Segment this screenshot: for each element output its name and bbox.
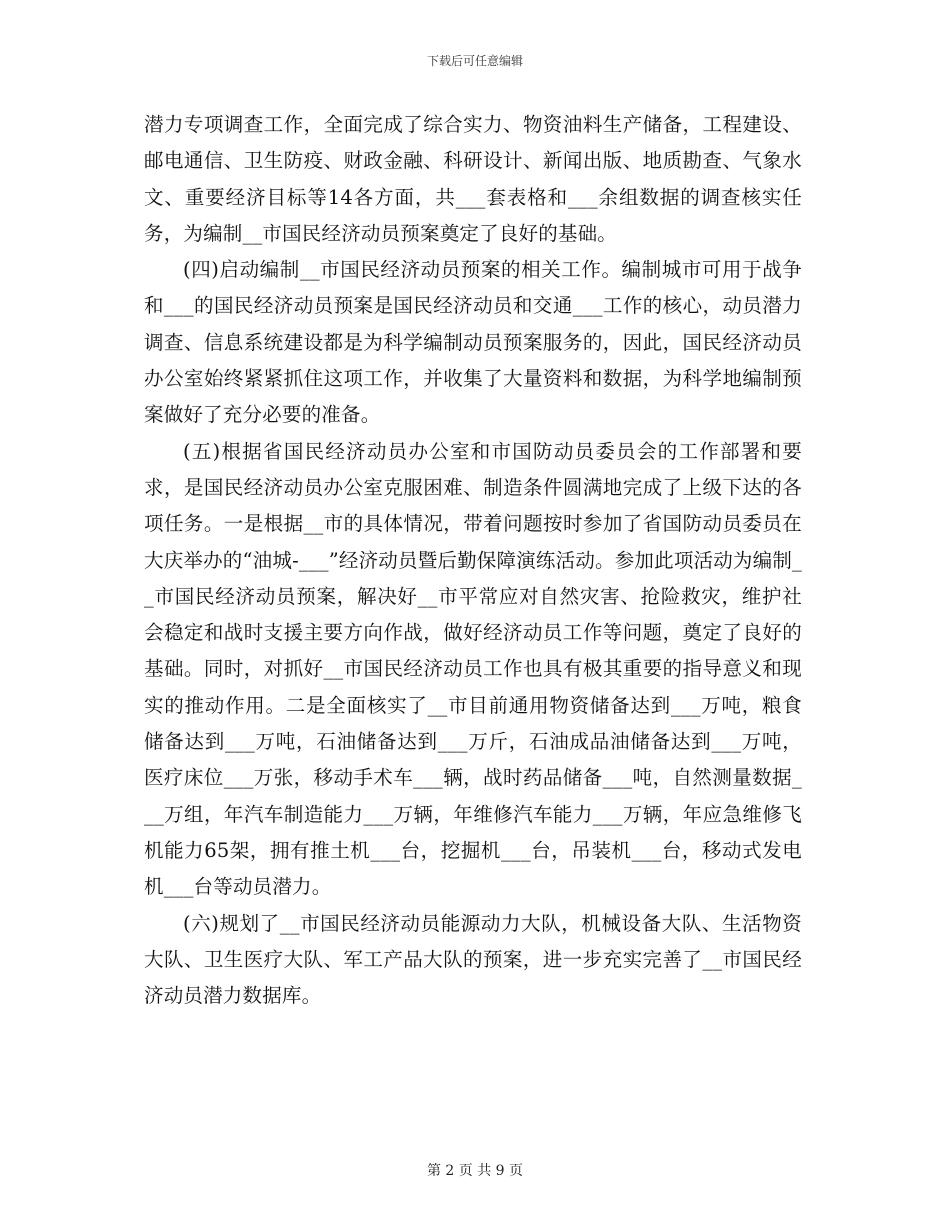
paragraph-1: 潜力专项调查工作，全面完成了综合实力、物资油料生产储备，工程建设、邮电通信、卫生防疫、财政金融、科研设计、新闻出版、地质勘查、气象水文、重要经济目标等14各方面，共___套表格和___余组数据的调查核实任务，为编制__市国民经济动员预案奠定了良好的基础。 [144, 113, 802, 245]
paragraph-3: (五)根据省国民经济动员办公室和市国防动员委员会的工作部署和要求，是国民经济动员办公室克服困难、制造条件圆满地完成了上级下达的各项任务。一是根据__市的具体情况，带着问题按时参加了省国防动员委员在大庆举办的“油城-___”经济动员暨后勤保障演练活动。参加此项活动为编制__市国民经济动员预案，解决好__市平常应对自然灾害、抢险救灾，维护社会稳定和战时支援主要方向作战，做好经济动员工作等问题，奠定了良好的基础。同时，对抓好__市国民经济动员工作也具有极其重要的指导意义和现实的推动作用。二是全面核实了__市目前通用物资储备达到___万吨，粮食储备达到___万吨，石油储备达到___万斤，石油成品油储备达到___万吨，医疗床位___万张，移动手术车___辆，战时药品储备___吨，自然测量数据___万组，年汽车制造能力___万辆，年维修汽车能力___万辆，年应急维修飞机能力65架，拥有推土机___台，挖掘机___台，吊装机___台，移动式发电机___台等动员潜力。 [144, 439, 802, 899]
page-header: 下载后可任意编辑 [426, 54, 523, 68]
paragraph-4: (六)规划了__市国民经济动员能源动力大队，机械设备大队、生活物资大队、卫生医疗大队、军工产品大队的预案，进一步充实完善了__市国民经济动员潜力数据库。 [144, 911, 802, 1008]
page-number-footer: 第 2 页 共 9 页 [426, 1163, 524, 1179]
document-body [144, 107, 802, 1014]
paragraph-2: (四)启动编制__市国民经济动员预案的相关工作。编制城市可用于战争和___的国民经济动员预案是国民经济动员和交通___工作的核心，动员潜力调查、信息系统建设都是为科学编制动员预案服务的，因此，国民经济动员办公室始终紧紧抓住这项工作，并收集了大量资料和数据，为科学地编制预案做好了充分必要的准备。 [144, 258, 802, 427]
